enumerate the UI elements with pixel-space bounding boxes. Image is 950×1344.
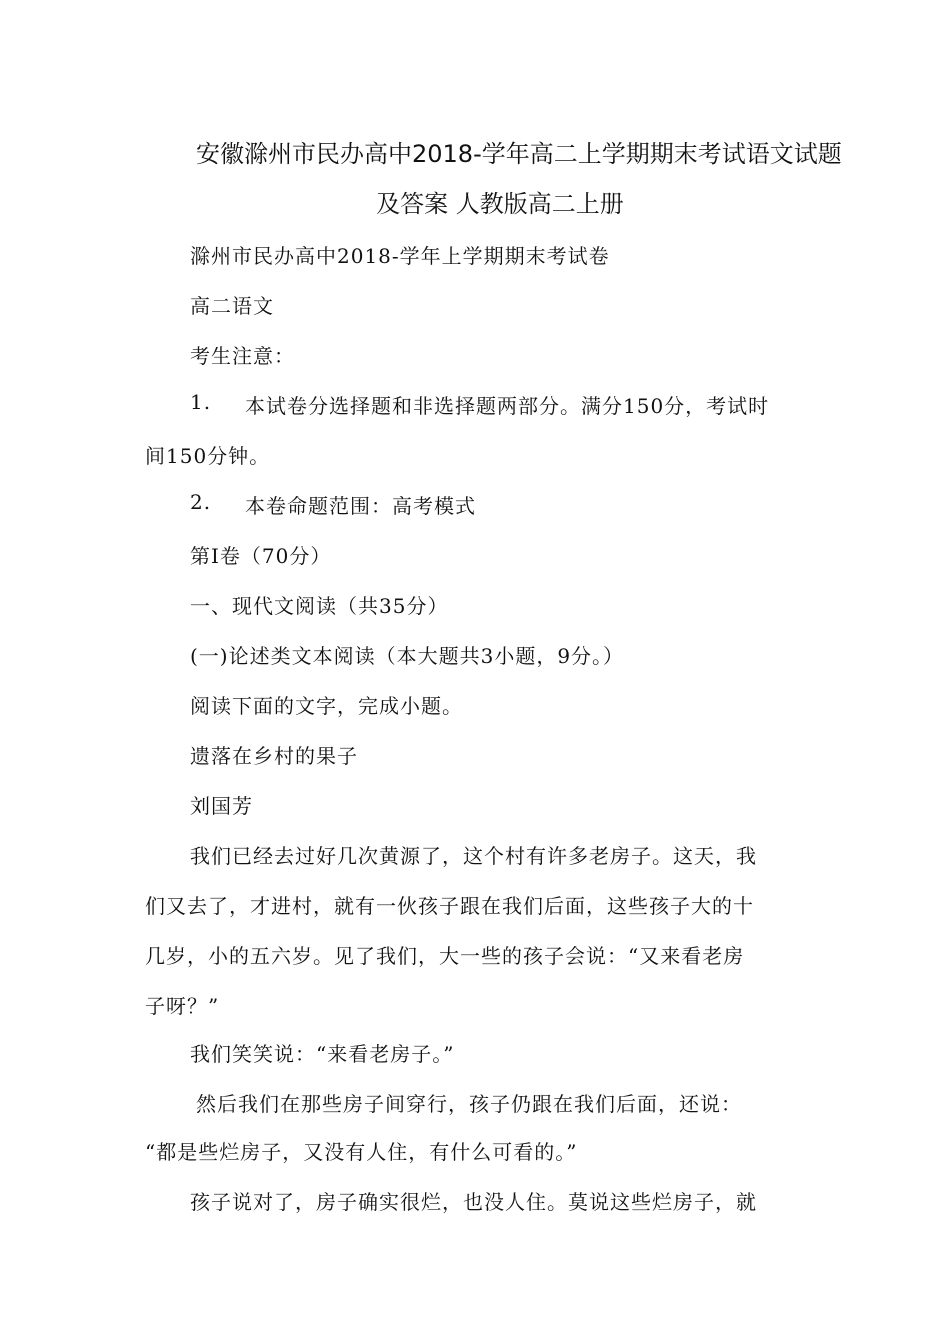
paragraph-1-line-3: 几岁，小的五六岁。见了我们，大一些的孩子会说：“又来看老房 [145, 944, 745, 968]
document-title-line-2: 及答案 人教版高二上册 [376, 190, 624, 218]
notice-heading: 考生注意： [190, 344, 295, 368]
paragraph-1-line-4: 子呀？” [145, 994, 220, 1018]
paragraph-2: 我们笑笑说：“来看老房子。” [190, 1042, 455, 1066]
notice-item-2-text: 本卷命题范围：高考模式 [245, 494, 476, 518]
paragraph-3-line-1: 然后我们在那些房子间穿行，孩子仍跟在我们后面，还说： [196, 1092, 742, 1116]
paragraph-3-line-2: “都是些烂房子，又没有人住，有什么可看的。” [145, 1140, 578, 1164]
instruction: 阅读下面的文字，完成小题。 [190, 694, 463, 718]
document-title-line-1: 安徽滁州市民办高中2018-学年高二上学期期末考试语文试题 [196, 140, 842, 168]
section-heading: 一、现代文阅读（共35分） [190, 594, 449, 618]
volume-heading: 第Ⅰ卷（70分） [190, 544, 332, 568]
notice-item-1-text: 本试卷分选择题和非选择题两部分。满分150分，考试时 [245, 394, 770, 418]
notice-item-2-number: 2. [190, 490, 212, 514]
paragraph-4-line-1: 孩子说对了，房子确实很烂，也没人住。莫说这些烂房子，就 [190, 1190, 757, 1214]
article-title: 遗落在乡村的果子 [190, 744, 358, 768]
paragraph-1-line-1: 我们已经去过好几次黄源了，这个村有许多老房子。这天，我 [190, 844, 757, 868]
notice-item-1-text-cont: 间150分钟。 [145, 444, 271, 468]
exam-name: 滁州市民办高中2018-学年上学期期末考试卷 [190, 244, 610, 268]
subsection-heading: (一)论述类文本阅读（本大题共3小题，9分。） [190, 644, 625, 668]
notice-item-1-number: 1. [190, 390, 212, 414]
subject: 高二语文 [190, 294, 274, 318]
paragraph-1-line-2: 们又去了，才进村，就有一伙孩子跟在我们后面，这些孩子大的十 [145, 894, 754, 918]
article-author: 刘国芳 [190, 794, 253, 818]
